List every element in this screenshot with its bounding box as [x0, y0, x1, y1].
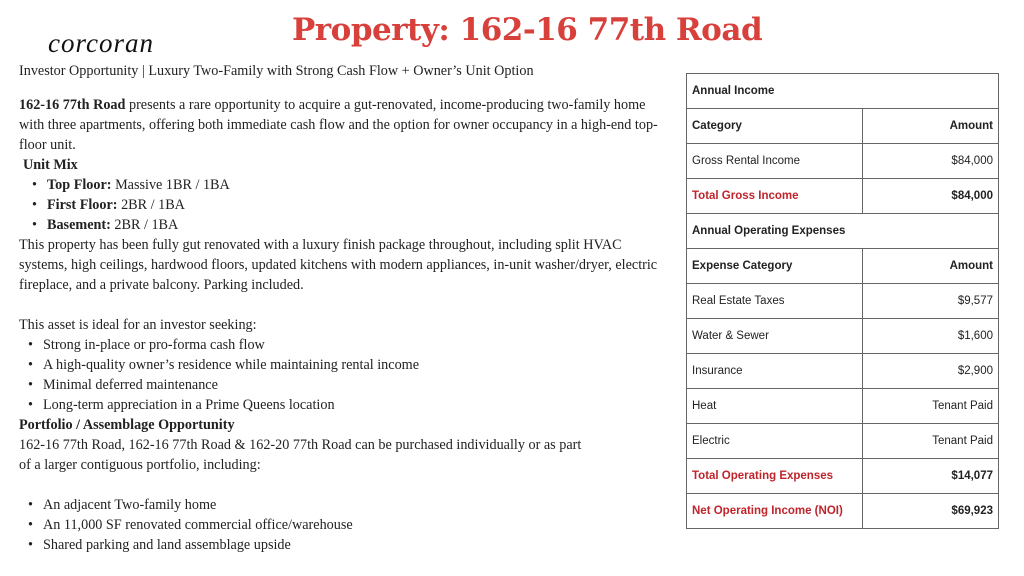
row-label: Heat	[687, 389, 863, 424]
list-item: • An adjacent Two-family home	[19, 495, 659, 515]
portfolio-list	[19, 495, 659, 555]
unit-item	[19, 195, 659, 215]
table-row	[687, 74, 999, 109]
table-row	[687, 389, 999, 424]
row-label: Electric	[687, 424, 863, 459]
table-row	[687, 109, 999, 144]
table-row	[687, 319, 999, 354]
row-amount: $9,577	[863, 284, 999, 319]
list-item: • A high-quality owner’s residence while maintaining rental income	[19, 355, 659, 375]
unit-label: Top Floor:	[47, 177, 112, 193]
row-amount: Tenant Paid	[863, 424, 999, 459]
financials-table	[686, 73, 999, 529]
row-label: Real Estate Taxes	[687, 284, 863, 319]
unit-mix-heading: Unit Mix	[23, 157, 78, 173]
column-header-category: Category	[687, 109, 863, 144]
table-row	[687, 214, 999, 249]
column-header-amount: Amount	[863, 109, 999, 144]
total-gross-income-amount: $84,000	[863, 179, 999, 214]
intro-paragraph	[19, 95, 659, 155]
table-row	[687, 284, 999, 319]
total-operating-expenses-amount: $14,077	[863, 459, 999, 494]
paragraph-spacer	[19, 475, 659, 495]
list-item: • Strong in-place or pro-forma cash flow	[19, 335, 659, 355]
portfolio-text-line1: 162-16 77th Road, 162-16 77th Road & 162-20 77th Road can be purchased individually or as part	[19, 437, 582, 453]
table-row	[687, 494, 999, 529]
unit-item	[19, 215, 659, 235]
table-row	[687, 179, 999, 214]
paragraph-spacer	[19, 295, 659, 315]
unit-mix-list	[19, 175, 659, 235]
row-amount: $84,000	[863, 144, 999, 179]
noi-amount: $69,923	[863, 494, 999, 529]
list-item: • Long-term appreciation in a Prime Queens location	[19, 395, 659, 415]
page-subtitle: Investor Opportunity | Luxury Two-Family with Strong Cash Flow + Owner’s Unit Option	[19, 63, 534, 79]
table-row	[687, 249, 999, 284]
list-item: • Shared parking and land assemblage upside	[19, 535, 659, 555]
list-item: • Minimal deferred maintenance	[19, 375, 659, 395]
investor-intro: This asset is ideal for an investor seeking:	[19, 317, 257, 333]
table-row	[687, 354, 999, 389]
page-title: Property: 162-16 77th Road	[292, 12, 763, 48]
row-amount: $1,600	[863, 319, 999, 354]
intro-address: 162-16 77th Road	[19, 97, 126, 113]
portfolio-text-line2: of a larger contiguous portfolio, including:	[19, 457, 261, 473]
total-operating-expenses-label: Total Operating Expenses	[687, 459, 863, 494]
investor-list	[19, 335, 659, 415]
table-row	[687, 424, 999, 459]
row-label: Water & Sewer	[687, 319, 863, 354]
table-row	[687, 144, 999, 179]
column-header-expense-category: Expense Category	[687, 249, 863, 284]
portfolio-heading: Portfolio / Assemblage Opportunity	[19, 417, 235, 433]
unit-label: Basement:	[47, 217, 111, 233]
unit-item	[19, 175, 659, 195]
unit-value: 2BR / 1BA	[110, 217, 179, 233]
total-gross-income-label: Total Gross Income	[687, 179, 863, 214]
unit-value: Massive 1BR / 1BA	[111, 177, 230, 193]
row-amount: Tenant Paid	[863, 389, 999, 424]
row-label: Insurance	[687, 354, 863, 389]
renovation-paragraph: This property has been fully gut renovated with a luxury finish package throughout, including split HVAC systems, high ceilings, hardwood floors, updated kitchens with modern appliances, in-unit washer/dryer, electric fireplace, and a private balcony. Parking included.	[19, 237, 658, 293]
unit-value: 2BR / 1BA	[117, 197, 185, 213]
noi-label: Net Operating Income (NOI)	[687, 494, 863, 529]
corcoran-logo: corcoran	[48, 28, 154, 58]
row-amount: $2,900	[863, 354, 999, 389]
description-body	[19, 95, 659, 555]
column-header-amount: Amount	[863, 249, 999, 284]
expenses-header: Annual Operating Expenses	[687, 214, 999, 249]
list-item: • An 11,000 SF renovated commercial office/warehouse	[19, 515, 659, 535]
intro-text: presents a rare opportunity to acquire a gut-renovated, income-producing two-family home with three apartments, offering both immediate cash flow and the option for owner occupancy in a high-end top-floor unit.	[19, 97, 658, 153]
annual-income-header: Annual Income	[687, 74, 999, 109]
unit-label: First Floor:	[47, 197, 118, 213]
table-row	[687, 459, 999, 494]
row-label: Gross Rental Income	[687, 144, 863, 179]
